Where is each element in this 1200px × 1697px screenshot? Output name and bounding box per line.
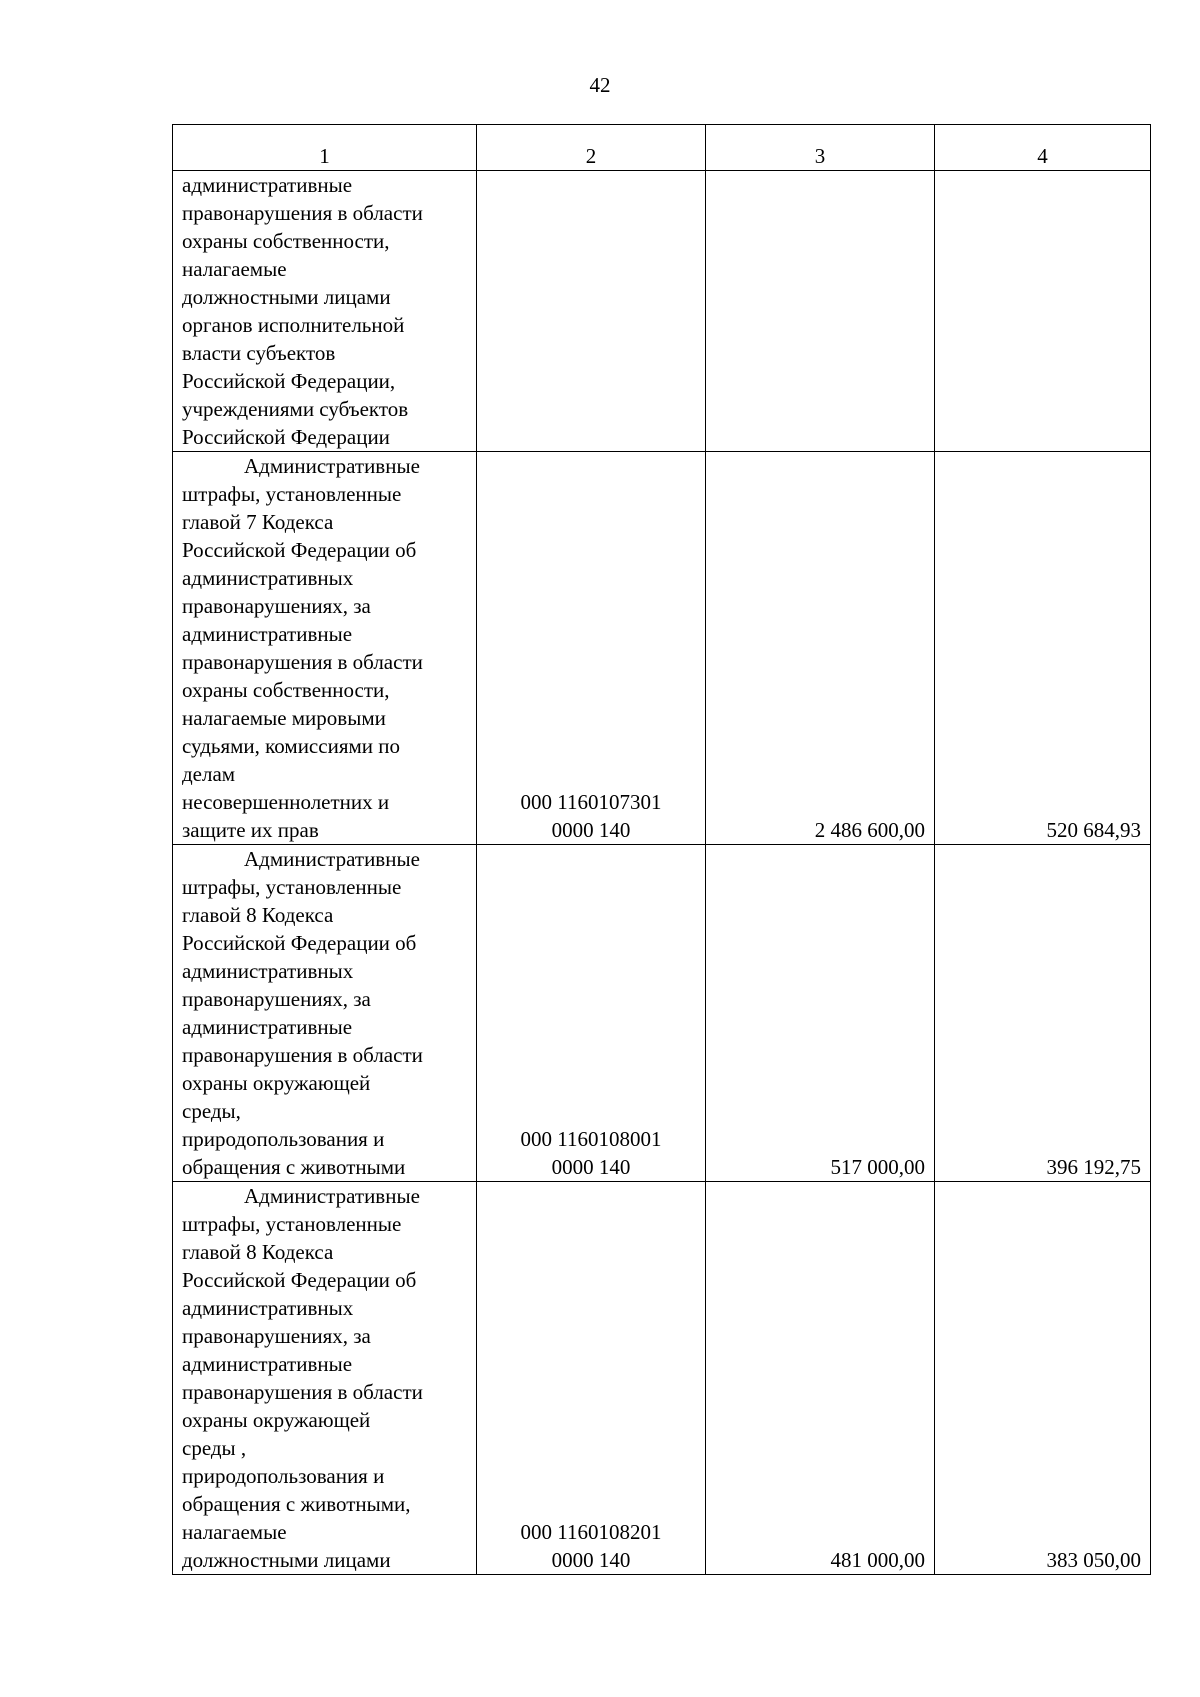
description-line: административных [182,566,354,590]
description-line: защите их прав [182,818,319,842]
description-cell [173,452,477,845]
description-line: Российской Федерации об [182,1268,417,1292]
description-line: должностными лицами [182,285,391,309]
header-col-3: 3 [706,125,935,171]
description-line: налагаемые мировыми [182,706,386,730]
header-col-1: 1 [173,125,477,171]
fact-amount-cell: 520 684,93 [935,452,1151,845]
description-line: штрафы, установленные [182,1212,402,1236]
plan-amount-cell: 2 486 600,00 [706,452,935,845]
description-line: охраны собственности, [182,678,390,702]
description-line: обращения с животными [182,1155,406,1179]
description-line: штрафы, установленные [182,482,402,506]
description-line: правонарушениях, за [182,987,371,1011]
table-row [173,171,1151,452]
description-line: судьями, комиссиями по [182,734,400,758]
plan-amount-cell: 481 000,00 [706,1182,935,1575]
description-line: учреждениями субъектов [182,397,409,421]
code-cell: 000 1160107301 0000 140 [477,452,706,845]
description-cell [173,171,477,452]
description-line: административных [182,1296,354,1320]
description-line: должностными лицами [182,1548,391,1572]
description-cell [173,1182,477,1575]
description-line: органов исполнительной [182,313,405,337]
description-line: охраны собственности, [182,229,390,253]
description-line: административные [182,622,353,646]
description-line: Административные [244,454,420,478]
description-line: охраны окружающей [182,1408,371,1432]
table-row [173,452,1151,845]
description-line: налагаемые [182,257,287,281]
description-line: штрафы, установленные [182,875,402,899]
plan-amount-cell: 517 000,00 [706,845,935,1182]
description-line: главой 7 Кодекса [182,510,334,534]
description-line: Российской Федерации, [182,369,396,393]
description-line: природопользования и [182,1127,385,1151]
header-row [173,125,1151,171]
budget-table [172,124,1151,1575]
fact-amount-cell [935,171,1151,452]
description-line: несовершеннолетних и [182,790,390,814]
description-line: среды, [182,1099,241,1123]
table-row [173,845,1151,1182]
code-cell: 000 1160108001 0000 140 [477,845,706,1182]
description-line: Российской Федерации [182,425,390,449]
description-line: административные [182,1015,353,1039]
description-line: Российской Федерации об [182,538,417,562]
table-row [173,1182,1151,1575]
table-body [173,125,1151,1575]
header-col-4: 4 [935,125,1151,171]
plan-amount-cell [706,171,935,452]
description-line: Административные [244,1184,420,1208]
description-line: правонарушения в области [182,201,423,225]
description-line: делам [182,762,236,786]
description-line: среды , [182,1436,247,1460]
description-line: главой 8 Кодекса [182,1240,334,1264]
code-cell [477,171,706,452]
description-line: административные [182,1352,353,1376]
description-line: природопользования и [182,1464,385,1488]
fact-amount-cell: 383 050,00 [935,1182,1151,1575]
description-cell [173,845,477,1182]
description-line: Административные [244,847,420,871]
description-line: правонарушения в области [182,1380,423,1404]
description-line: правонарушениях, за [182,1324,371,1348]
description-line: налагаемые [182,1520,287,1544]
header-col-2: 2 [477,125,706,171]
fact-amount-cell: 396 192,75 [935,845,1151,1182]
description-line: правонарушениях, за [182,594,371,618]
description-line: охраны окружающей [182,1071,371,1095]
description-line: Российской Федерации об [182,931,417,955]
description-line: власти субъектов [182,341,336,365]
description-line: правонарушения в области [182,1043,423,1067]
code-cell: 000 1160108201 0000 140 [477,1182,706,1575]
description-line: правонарушения в области [182,650,423,674]
page-number: 42 [589,73,611,97]
description-line: обращения с животными, [182,1492,411,1516]
description-line: главой 8 Кодекса [182,903,334,927]
description-line: административных [182,959,354,983]
description-line: административные [182,173,353,197]
